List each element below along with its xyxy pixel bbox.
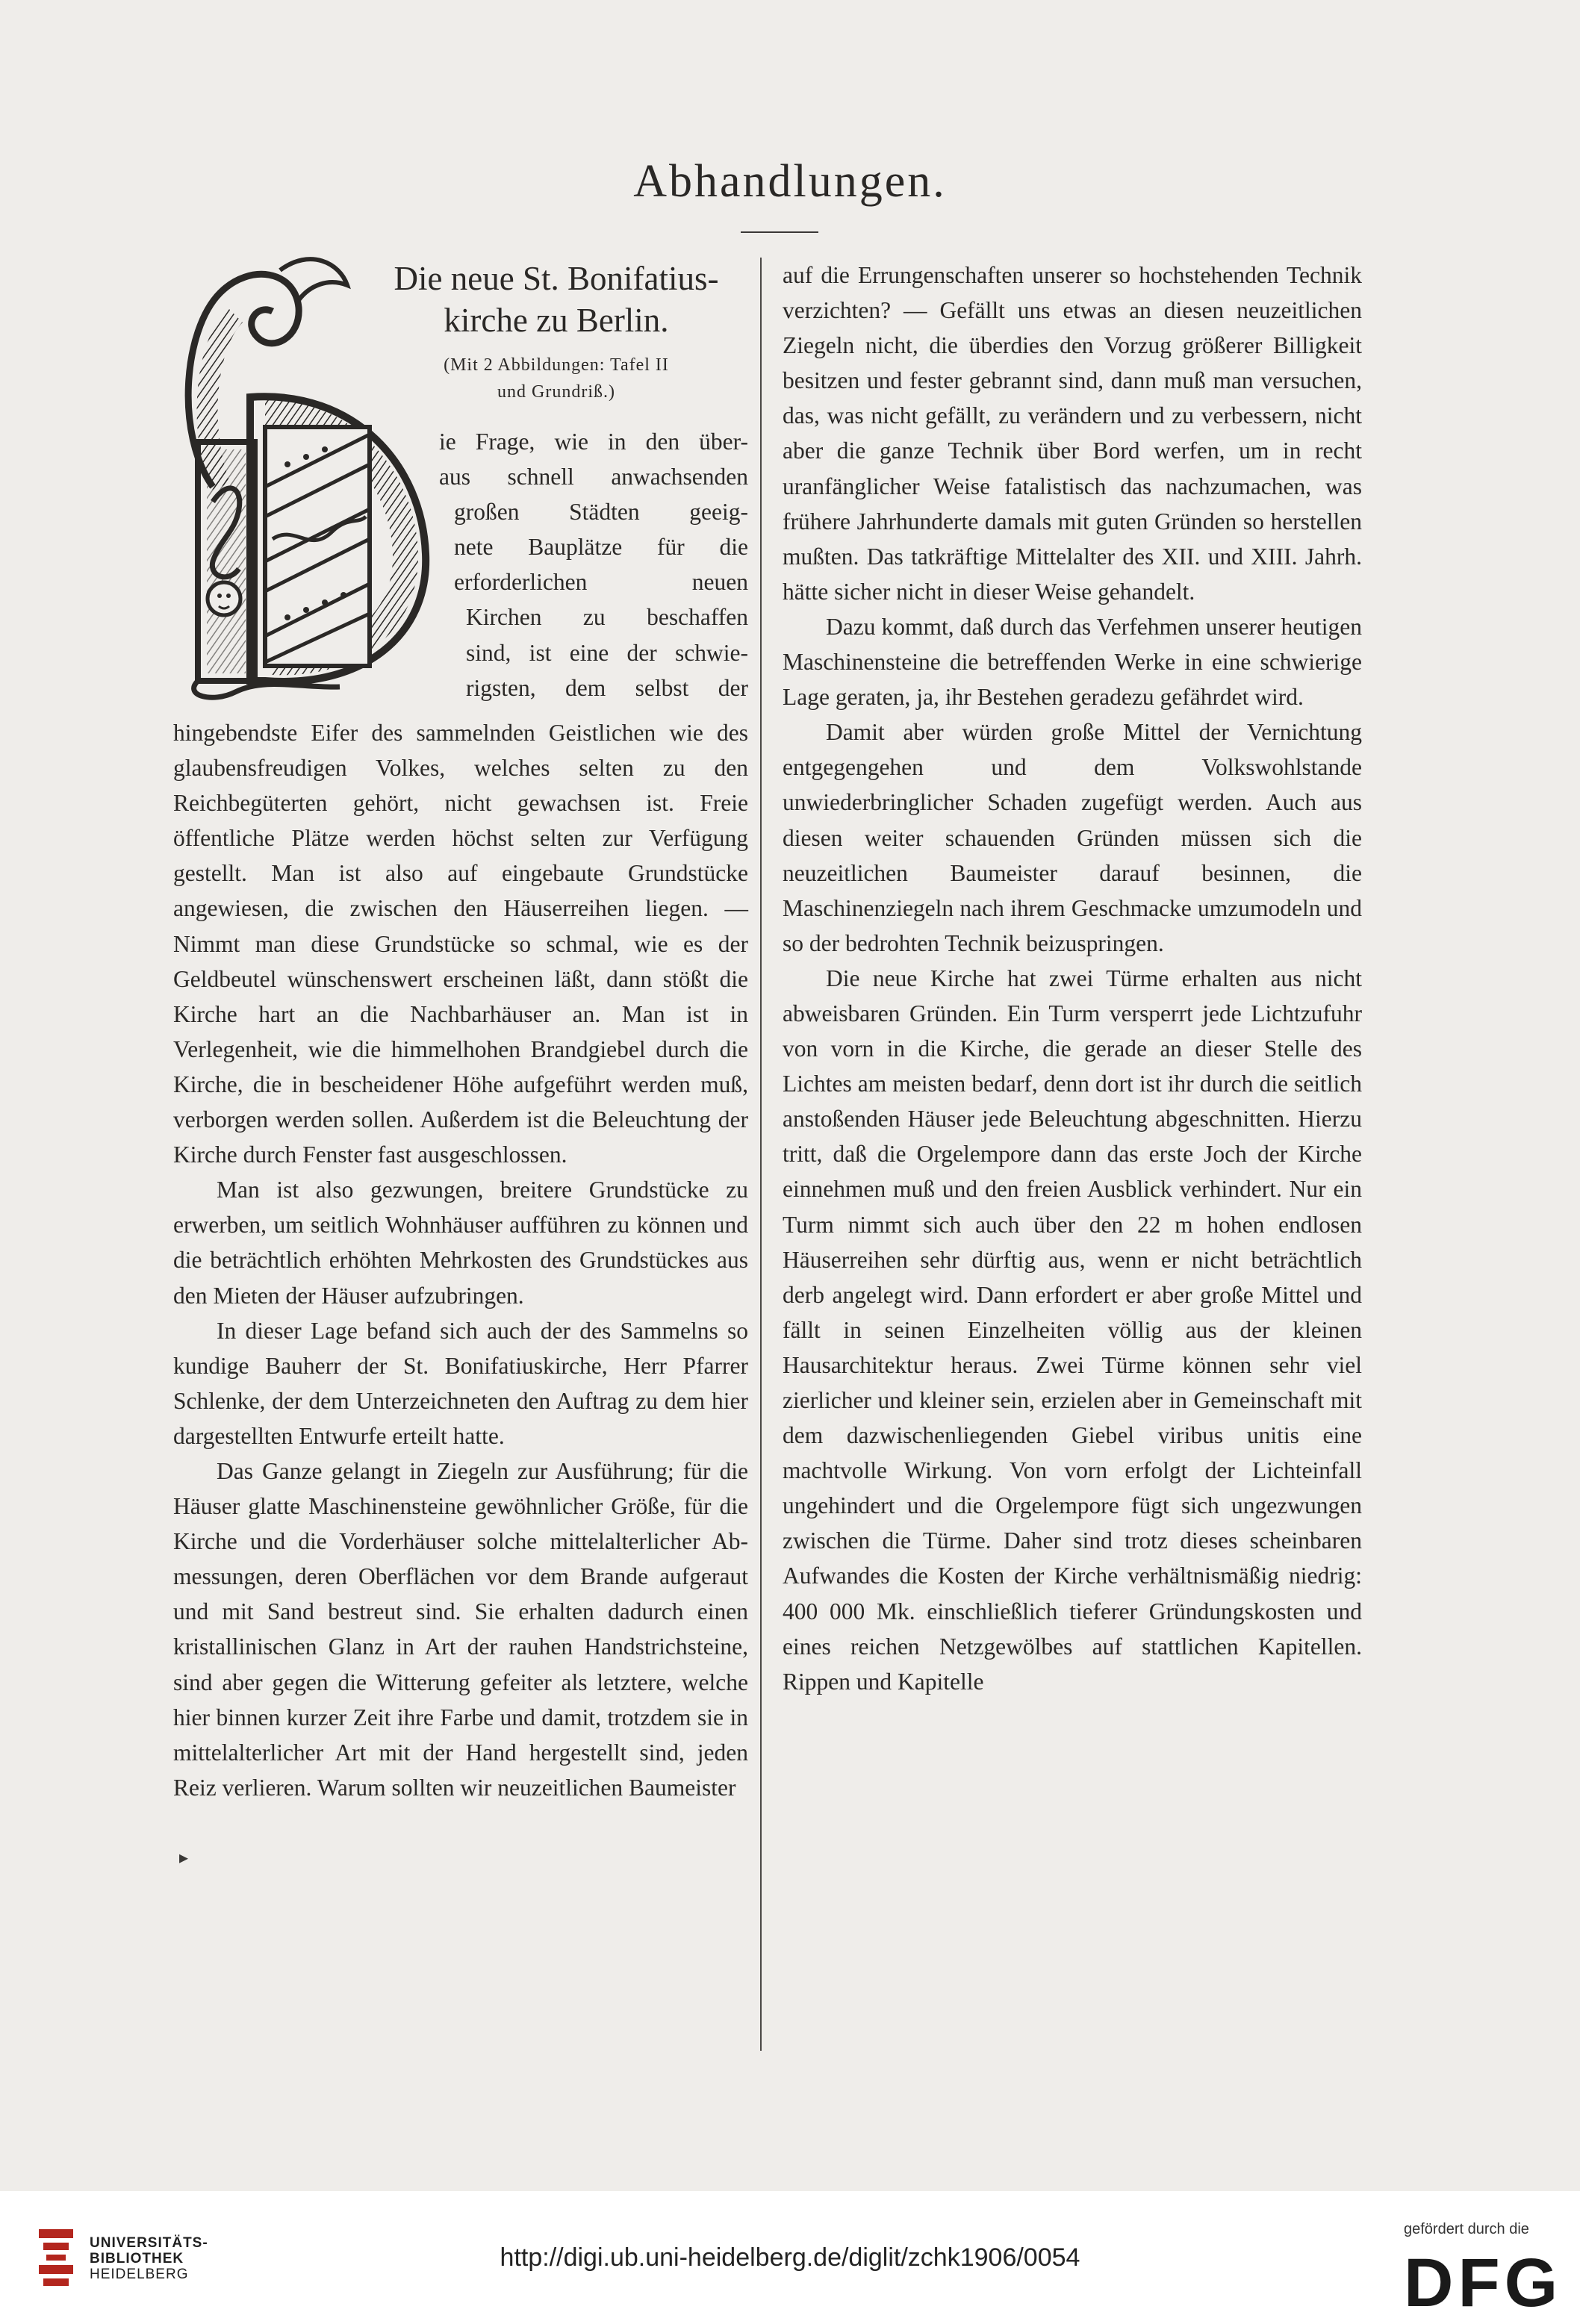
article-title-line-1: Die neue St. Bonifatius-: [394, 260, 719, 297]
paragraph: Man ist also gezwungen, breitere Grundstücke zu erwerben, um seitlich Wohnhäuser aufführen zu können und die beträchtlich erhöhten Mehrkosten des Grundstückes aus den Mieten der Häuser aufzubringen.: [173, 1177, 748, 1309]
dropcap-line: großen Städten geeig-: [454, 499, 748, 526]
dfg-logo: DFG: [1404, 2245, 1563, 2321]
library-line-2: BIBLIOTHEK: [90, 2251, 184, 2267]
dropcap-line: Kirchen zu beschaffen: [466, 604, 748, 631]
right-column: [783, 258, 1362, 1699]
paragraph: In dieser Lage befand sich auch der des Sammelns so kundige Bauherr der St. Bonifatiuskirche, Herr Pfarrer Schlenke, der dem Unterzeichneten den Auftrag zu dem hier dargestellten Entwurfe erteilt hatte.: [173, 1317, 748, 1449]
column-divider: [760, 258, 762, 2051]
library-line-1: UNIVERSITÄTS-: [90, 2235, 208, 2251]
paragraph: Das Ganze gelangt in Ziegeln zur Ausführung; für die Häuser glatte Maschinensteine gewöhnlicher Größe, für die Kirche und die Vorderhäuser solche mittelalterlicher Abmessungen, deren Oberflächen vor dem Brande aufgeraut und mit Sand bestreut sind. Sie erhalten dadurch einen kristallinischen Glanz in Art der rauhen Handstrichsteine, sind aber gegen die Witterung gefeiter als letztere, welche hier binnen kurzer Zeit ihre Farbe und damit, trotzdem sie in mittelalterlicher Art mit der Hand hergestellt sind, jeden Reiz verlieren. Warum sollten wir neuzeitlichen Baumeister: [173, 1457, 748, 1801]
dropcap-wrap-lines: [439, 424, 748, 705]
dropcap-line: rigsten, dem selbst der: [466, 674, 748, 701]
margin-mark: ▸: [179, 1848, 189, 1868]
title-rule: [741, 231, 818, 233]
paragraph: auf die Errungenschaften unserer so hochstehenden Technik verzichten? — Gefällt uns etwas an diesen neuzeitlichen Ziegeln nicht, die überdies den Vorzug größerer Billigkeit besitzen und fester gebrannt sind, dann muß man versuchen, das, was nicht gefällt, zu verändern und zu verbessern, nicht aber die ganze Technik über Bord werfen, um in recht uranfänglicher Weise fatalistisch das nachzumachen, was frühere Jahrhunderte damals mit guten Gründen so herstellen mußten. Das tatkräftige Mittelalter des XII. und XIII. Jahrh. hätte sicher nicht in dieser Weise gehandelt.: [783, 262, 1362, 605]
article-title-line-2: kirche zu Berlin.: [444, 302, 669, 339]
paragraph: hingebendste Eifer des sammelnden Geistlichen wie des glaubensfreudigen Volkes, welches selten zu den Reichbegüterten gehört, nicht gewachsen ist. Freie öffentliche Plätze werden höchst selten zur Verfügung gestellt. Man ist also auf eingebaute Grundstücke angewiesen, die zwischen den Häuserreihen liegen. — Nimmt man diese Grundstücke so schmal, wie es der Geldbeutel wünschenswert erscheinen läßt, dann stößt die Kirche hart an die Nachbarhäuser an. Man ist in Verlegenheit, wie die himmelhohen Brandgiebel durch die Kirche, die in bescheidener Höhe aufgeführt werden muß, verborgen werden sollen. Außerdem ist die Beleuchtung der Kirche durch Fenster fast ausgeschlossen.: [173, 720, 748, 1168]
dropcap-line: nete Bauplätze für die: [454, 534, 748, 561]
permalink-url[interactable]: http://digi.ub.uni-heidelberg.de/diglit/zchk1906/0054: [500, 2243, 1080, 2272]
dropcap-line: erforderlichen neuen: [454, 569, 748, 596]
paragraph: Die neue Kirche hat zwei Türme erhalten aus nicht abweisbaren Gründen. Ein Turm versperrt jede Lichtzufuhr von vorn in die Kirche, die gerade an dieser Stelle des Lichtes am meisten bedarf, denn dort ist ihr durch die seitlich anstoßenden Häuser jede Beleuchtung abgeschnitten. Hierzu tritt, daß die Orgelempore dann das erste Joch der Kirche einnehmen muß und den freien Ausblick verhindert. Nur ein Turm nimmt sich auch über den 22 m hohen endlosen Häuserreihen sehr dürftig aus, wenn er nicht beträchtlich derb angelegt wird. Dann erfordert er aber große Mittel und fällt in seinen Einzelheiten völlig aus der kleinen Hausarchitektur heraus. Zwei Türme können sehr viel zierlicher und kleiner sein, erzielen aber in Gemeinschaft mit dem dazwischenliegenden Giebel viribus unitis eine machtvolle Wirkung. Von vorn erfolgt der Lichteinfall ungehindert und die Orgelempore fügt sich ungezwungen zwischen die Türme. Daher sind trotz dieses scheinbaren Aufwandes die Kosten der Kirche verhältnismäßig niedrig: 400 000 Mk. einschließlich tieferer Gründungskosten und eines reichen Netzgewölbes auf stattlichen Kapitellen. Rippen und Kapitelle: [783, 965, 1362, 1695]
paragraph: Dazu kommt, daß durch das Verfehmen unserer heutigen Maschinensteine die betreffenden Werke in eine schwierige Lage geraten, ja, ihr Bestehen geradezu gefährdet wird.: [783, 613, 1362, 711]
article-note-line-1: (Mit 2 Abbildungen: Tafel II: [444, 355, 669, 375]
dropcap-line: aus schnell anwachsenden: [439, 464, 748, 490]
left-column: [173, 715, 748, 1805]
article-heading: [367, 258, 745, 405]
section-title: Abhandlungen.: [633, 156, 947, 207]
dropcap-line: sind, ist eine der schwie-: [466, 639, 748, 666]
article-note-line-2: und Grundriß.): [497, 382, 615, 402]
paragraph: Damit aber würden große Mittel der Vernichtung entgegengehen und dem Volkswohlstande unwiederbringlicher Schaden zugefügt werden. Auch aus diesen weiter schauenden Gründen müssen sich die neuzeitlichen Baumeister darauf besinnen, die Maschinenziegeln nach ihrem Geschmacke umzumodeln und so der bedrohten Technik beizuspringen.: [783, 719, 1362, 956]
dropcap-line: ie Frage, wie in den über-: [439, 429, 748, 455]
funding-caption: gefördert durch die: [1404, 2221, 1529, 2237]
library-line-3: HEIDELBERG: [90, 2267, 189, 2282]
